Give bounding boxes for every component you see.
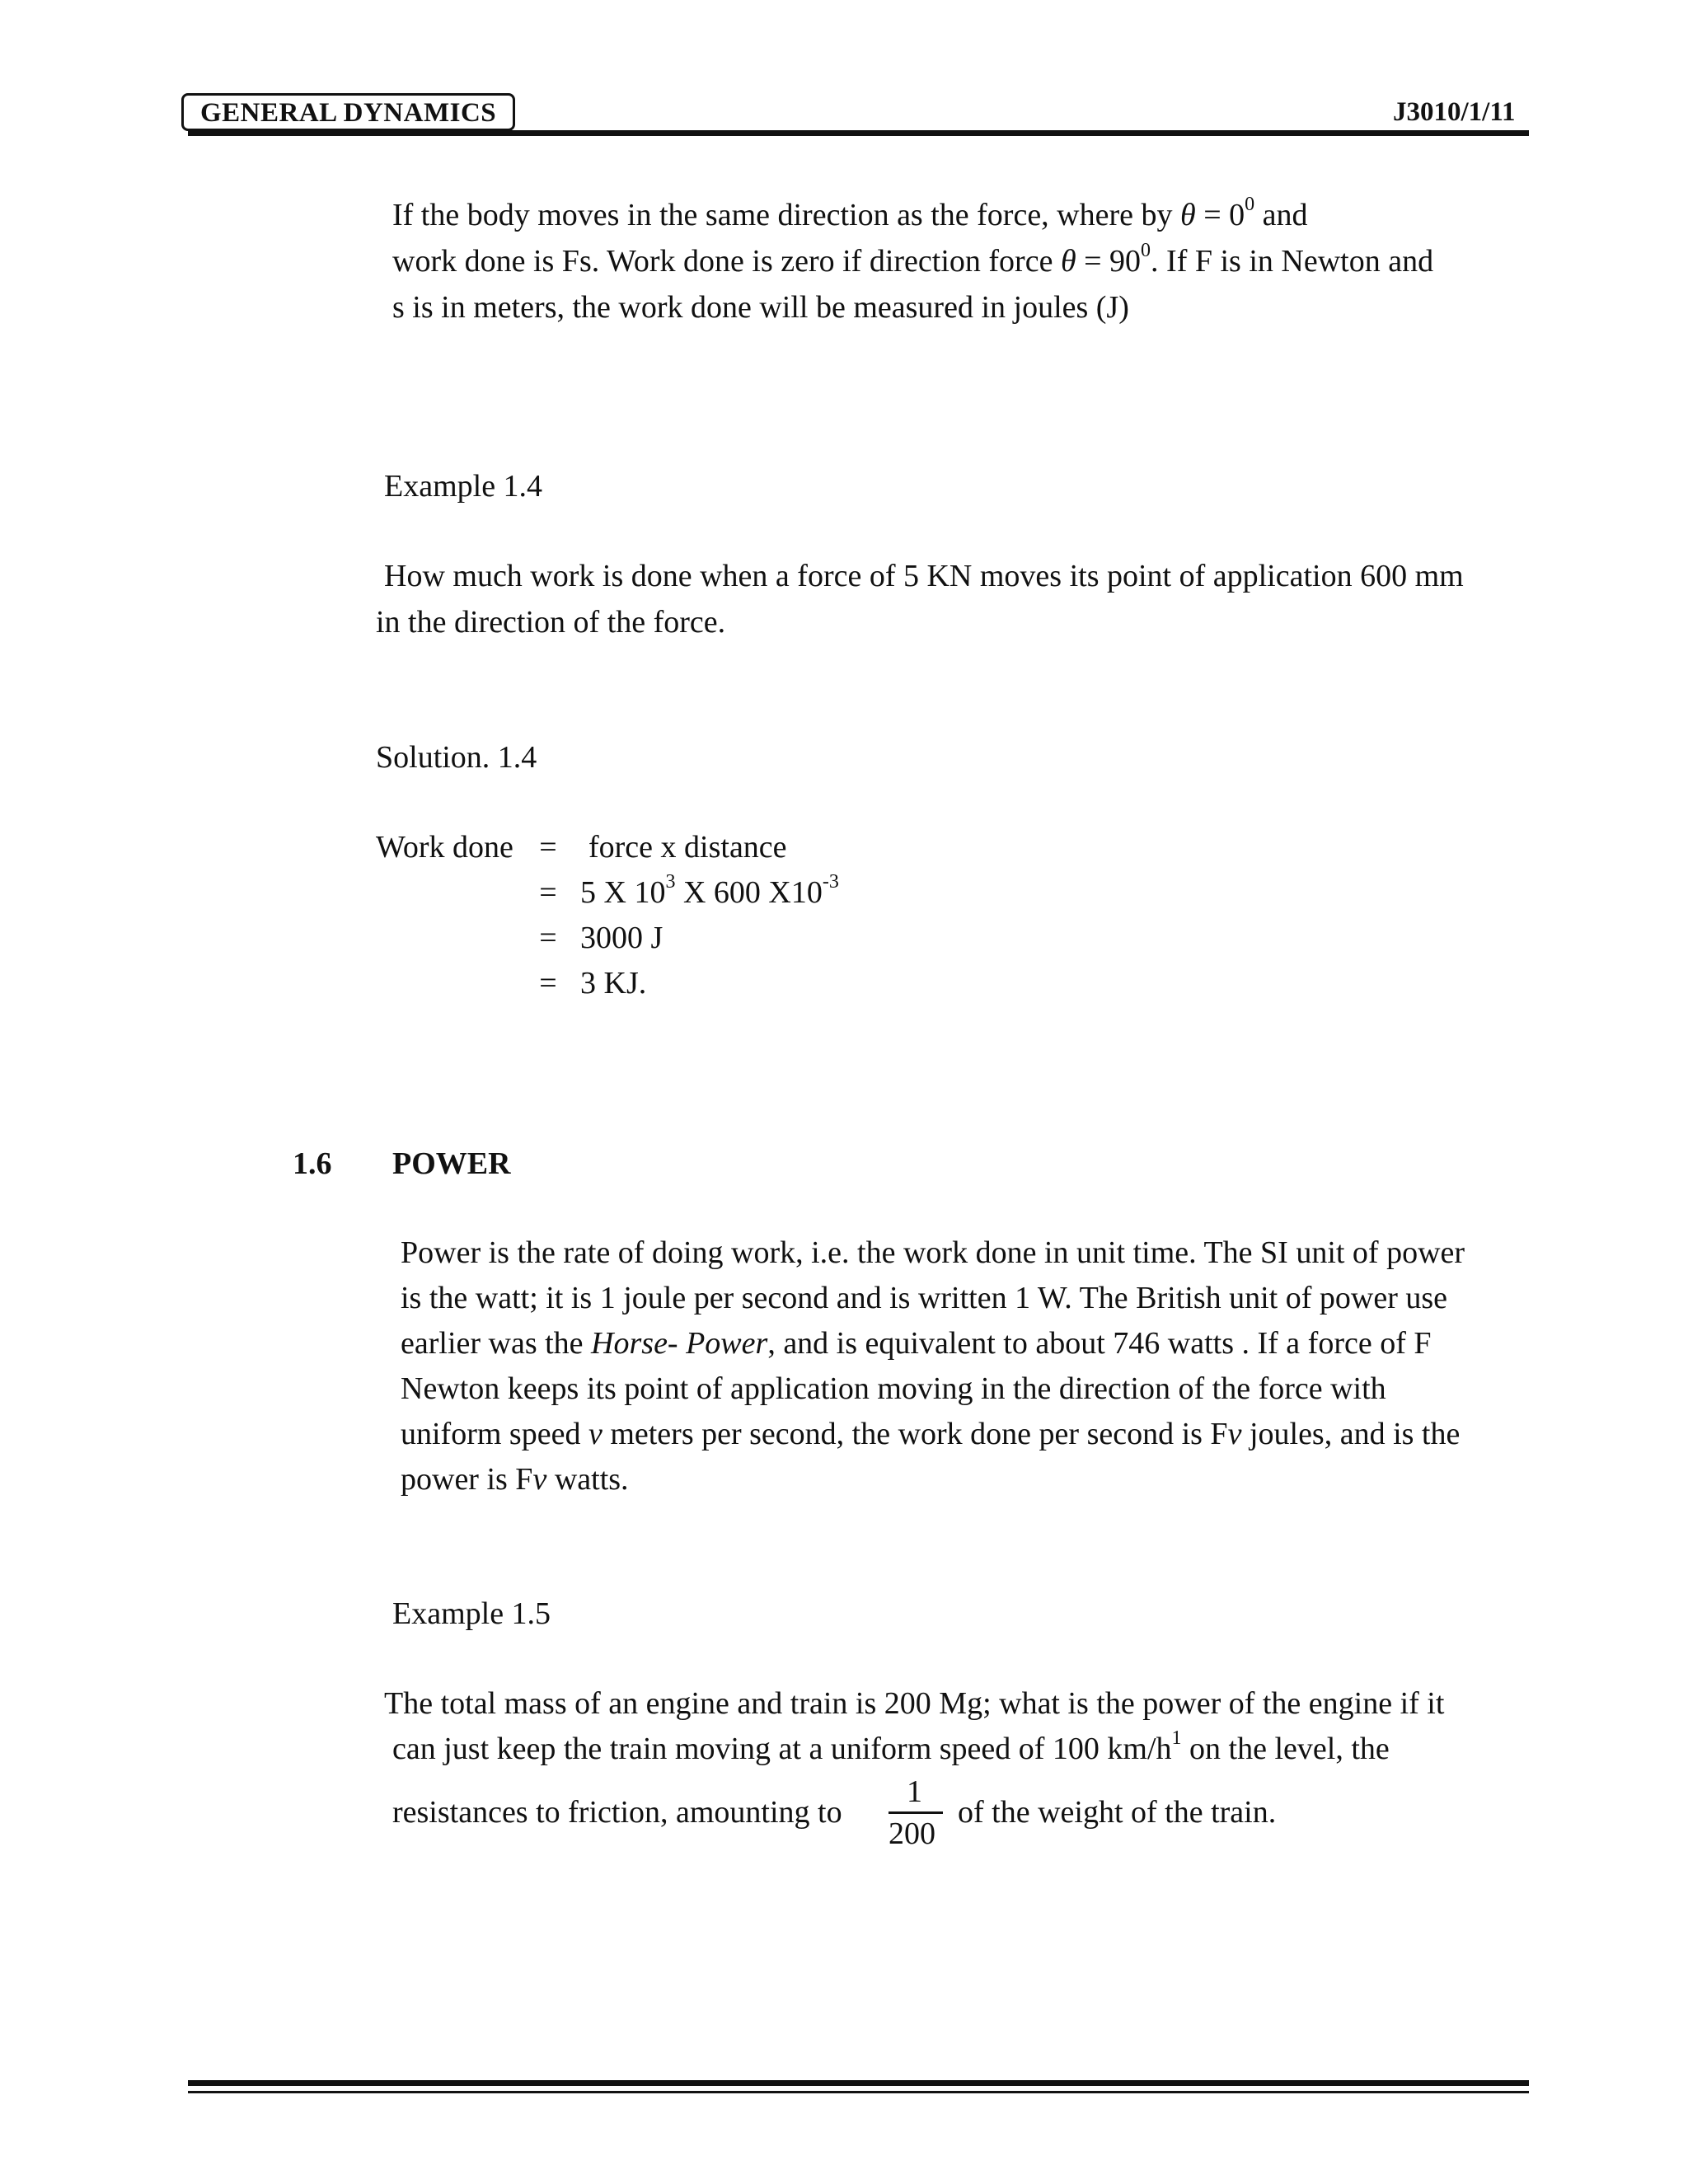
- equation-row-2: 5 X $10^3$ X 600 $X10^{-3}$: [580, 871, 839, 910]
- equation-row-3: 3000 J: [580, 921, 663, 955]
- fraction-denominator: 200: [889, 1816, 935, 1851]
- equals-sign: =: [539, 875, 557, 910]
- example-1-5-line-3-end: of the weight of the train.: [958, 1795, 1277, 1830]
- power-para-line-3: earlier was the Horse- Power, and is equivalent to about 746 watts . If a force of F: [401, 1326, 1432, 1361]
- equals-sign: =: [539, 921, 557, 955]
- section-title: POWER: [392, 1146, 511, 1181]
- equals-sign: =: [539, 966, 557, 1001]
- power-para-line-1: Power is the rate of doing work, i.e. the work done in unit time. The SI unit of power: [401, 1235, 1465, 1270]
- theta-symbol: θ: [1180, 198, 1196, 232]
- example-1-5-line-1: The total mass of an engine and train is 200 Mg; what is the power of the engine if it: [384, 1686, 1445, 1721]
- example-1-5-line-2: can just keep the train moving at a uniform speed of 100 $km/h^1$ on the level, the: [392, 1727, 1390, 1766]
- document-code: J3010/1/11: [1393, 97, 1516, 127]
- power-para-line-5: uniform speed v meters per second, the work done per second is Fv joules, and is the: [401, 1417, 1461, 1451]
- work-done-label: Work done: [376, 830, 513, 865]
- example-1-4-line-2: in the direction of the force.: [376, 605, 726, 640]
- header-title: GENERAL DYNAMICS: [200, 98, 497, 128]
- intro-line-3: s is in meters, the work done will be measured in joules (J): [392, 290, 1129, 325]
- theta-symbol: θ: [1060, 244, 1076, 279]
- fraction-numerator: 1: [907, 1774, 922, 1809]
- example-1-5-heading: Example 1.5: [392, 1596, 551, 1631]
- footer-rule-thick: [188, 2080, 1529, 2086]
- intro-line-1: If the body moves in the same direction as the force, where by $\theta = 0^0$ and: [392, 194, 1308, 232]
- example-1-5-line-3: resistances to friction, amounting to: [392, 1795, 842, 1830]
- fraction-bar: [889, 1811, 943, 1814]
- footer-rule-thin: [188, 2091, 1529, 2093]
- solution-1-4-heading: Solution. 1.4: [376, 740, 537, 775]
- example-1-4-heading: Example 1.4: [384, 469, 543, 504]
- example-1-4-line-1: How much work is done when a force of 5 KN moves its point of application 600 mm: [384, 559, 1464, 593]
- power-para-line-2: is the watt; it is 1 joule per second and is written 1 W. The British unit of power use: [401, 1281, 1448, 1315]
- header-title-box: [181, 93, 515, 131]
- header-rule: [188, 130, 1529, 136]
- power-para-line-6: power is Fv watts.: [401, 1462, 629, 1497]
- intro-line-2: work done is Fs. Work done is zero if direction force $\theta = 90^0$. If F is in Newton and: [392, 240, 1434, 279]
- equals-sign: =: [539, 830, 557, 865]
- power-para-line-4: Newton keeps its point of application moving in the direction of the force with: [401, 1371, 1386, 1406]
- equation-row-1: force x distance: [588, 830, 787, 865]
- section-number: 1.6: [293, 1146, 332, 1181]
- equation-row-4: 3 KJ.: [580, 966, 647, 1001]
